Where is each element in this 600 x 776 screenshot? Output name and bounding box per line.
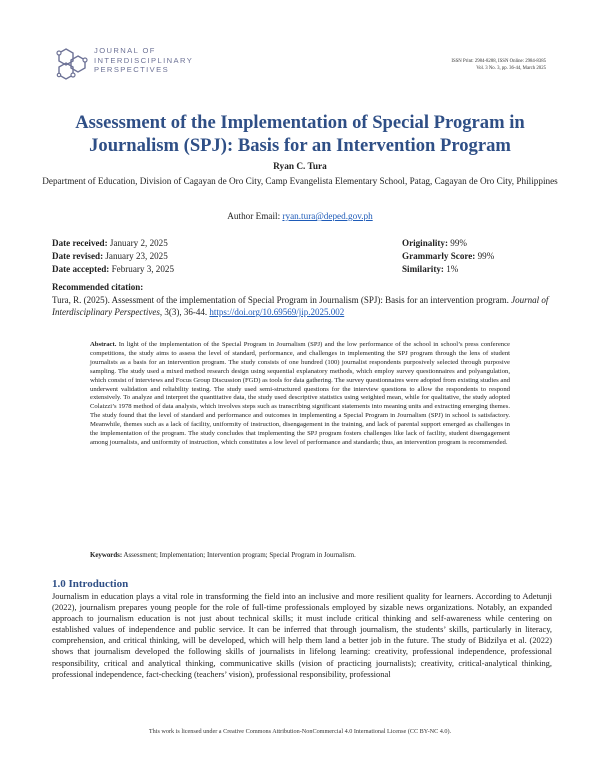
journal-name	[94, 46, 194, 75]
keywords-text: Assessment; Implementation; Intervention program; Special Program in Journalism.	[123, 552, 356, 559]
issn-block	[326, 58, 546, 72]
volume-line: Vol. 3 No. 3, pp. 36-44, March 2025	[476, 66, 546, 71]
date-revised: Date revised: January 23, 2025	[52, 250, 168, 261]
citation-label: Recommended citation:	[52, 282, 144, 292]
email-label: Author Email:	[227, 211, 281, 221]
keywords	[90, 552, 510, 559]
citation-text: Tura, R. (2025). Assessment of the implementation of Special Program in Journalism (SPJ): Basis for an intervention program. Journal of Interdisciplinary Perspectives, 3(3), 36-44. https://doi.org/10.69569/jip.2025.002	[52, 295, 549, 318]
journal-name-line-2: INTERDISCIPLINARY	[94, 55, 194, 65]
doi-link[interactable]: https://doi.org/10.69569/jip.2025.002	[209, 307, 345, 318]
issn-line: ISSN Print: 2984-8288, ISSN Online: 2984-8385	[451, 59, 546, 64]
author-name: Ryan C. Tura	[273, 162, 327, 172]
author-affiliation: Department of Education, Division of Cagayan de Oro City, Camp Evangelista Elementary School, Patag, Cagayan de Oro City, Philippines	[42, 176, 558, 186]
dates-block	[52, 237, 174, 275]
date-received: Date received: January 2, 2025	[52, 238, 168, 248]
citation-journal: Journal of Interdisciplinary Perspectives	[52, 295, 549, 318]
abstract-label: Abstract.	[90, 341, 117, 348]
originality-score: Originality: 99%	[402, 238, 467, 248]
journal-name-line-1: JOURNAL OF	[94, 46, 156, 55]
journal-logo-icon	[52, 44, 92, 84]
section-heading: 1.0 Introduction	[52, 578, 129, 590]
introduction-text: Journalism in education plays a vital role in transforming the field into an inclusive and more resilient quality for learners. According to Adetunji (2022), journalism prepares young people for the role of full-time professionals employed by sizable news organizations. Notably, an expanded approach to journalism education is not just about technical skills; it must include critical thinking and self-awareness while centering on established values of independence and public service. It can be inferred that through journalism, the students’ skills, particularly in literacy, comprehension, and critical thinking, will be developed, which will help them land a better job in the future. The study of Bidzilya et al. (2022) shows that journalism developed the following skills of journalists in lifelong learning: creativity, professional independence, professional responsibility, critical and analytical thinking, communicative skills (vision of practicing journalists); creativity, critical-analytical thinking, professional independence, fact-checking (teachers’ vision), professional responsibility, professional	[52, 591, 552, 679]
journal-name-line-3: PERSPECTIVES	[94, 65, 170, 75]
similarity-score: Similarity: 1%	[402, 263, 459, 274]
abstract	[90, 341, 510, 448]
keywords-label: Keywords:	[90, 552, 123, 559]
abstract-text: In light of the implementation of the Special Program in Journalism (SPJ) and the low performance of the school in school’s press conference competitions, the study aims to assess the level of standard, performance, and challenges in implementing the SPJ program through the lens of student journalists as a basis for an intervention program. The study consists of one hundred (100) journalist respondents purposively selected through purposive sampling. The study used a mixed method research design using sequential explanatory methods, which employ survey questionnaires and polyangulation, which consist of interviews and Focus Group Discussion (FGD) as tools for data gathering. The survey questionnaires were adopted from existing studies and underwent validation and reliability testing. The study used semi-structured questions for the interview questions to allow the respondents to respond extensively. To analyze and interpret the quantitative data, the study used descriptive statistics using weighted mean, while for qualitative, the study adopted Colaizzi’s 1978 method of data analysis, which involves steps such as transcribing significant statements into meaning units and extracting emerging themes. The study found that the level of standard and performance and outcomes in implementing a Special Program in Journalism (SPJ) in school is satisfactory. Meanwhile, themes such as a lack of facility, uniformity of instruction, disengagement in the training, and lack of parental support emerged as challenges in the implementation of the program. The study concludes that implementing the SPJ program fosters challenges like lack of facility, student disengagement among journalists, and uniformity of instruction, which constitutes a low level of performance and standards; thus, an intervention program is recommended.	[90, 341, 510, 446]
paper-title: Assessment of the Implementation of Special Program in Journalism (SPJ): Basis for an Intervention Program	[75, 112, 525, 156]
author-email-line	[0, 211, 600, 221]
grammarly-score: Grammarly Score: 99%	[402, 250, 495, 261]
scores-block	[402, 237, 494, 275]
date-accepted: Date accepted: February 3, 2025	[52, 263, 174, 274]
license-footer: This work is licensed under a Creative Commons Attribution-NonCommercial 4.0 International License (CC BY-NC 4.0).	[148, 728, 452, 735]
email-link[interactable]: ryan.tura@deped.gov.ph	[282, 211, 373, 221]
